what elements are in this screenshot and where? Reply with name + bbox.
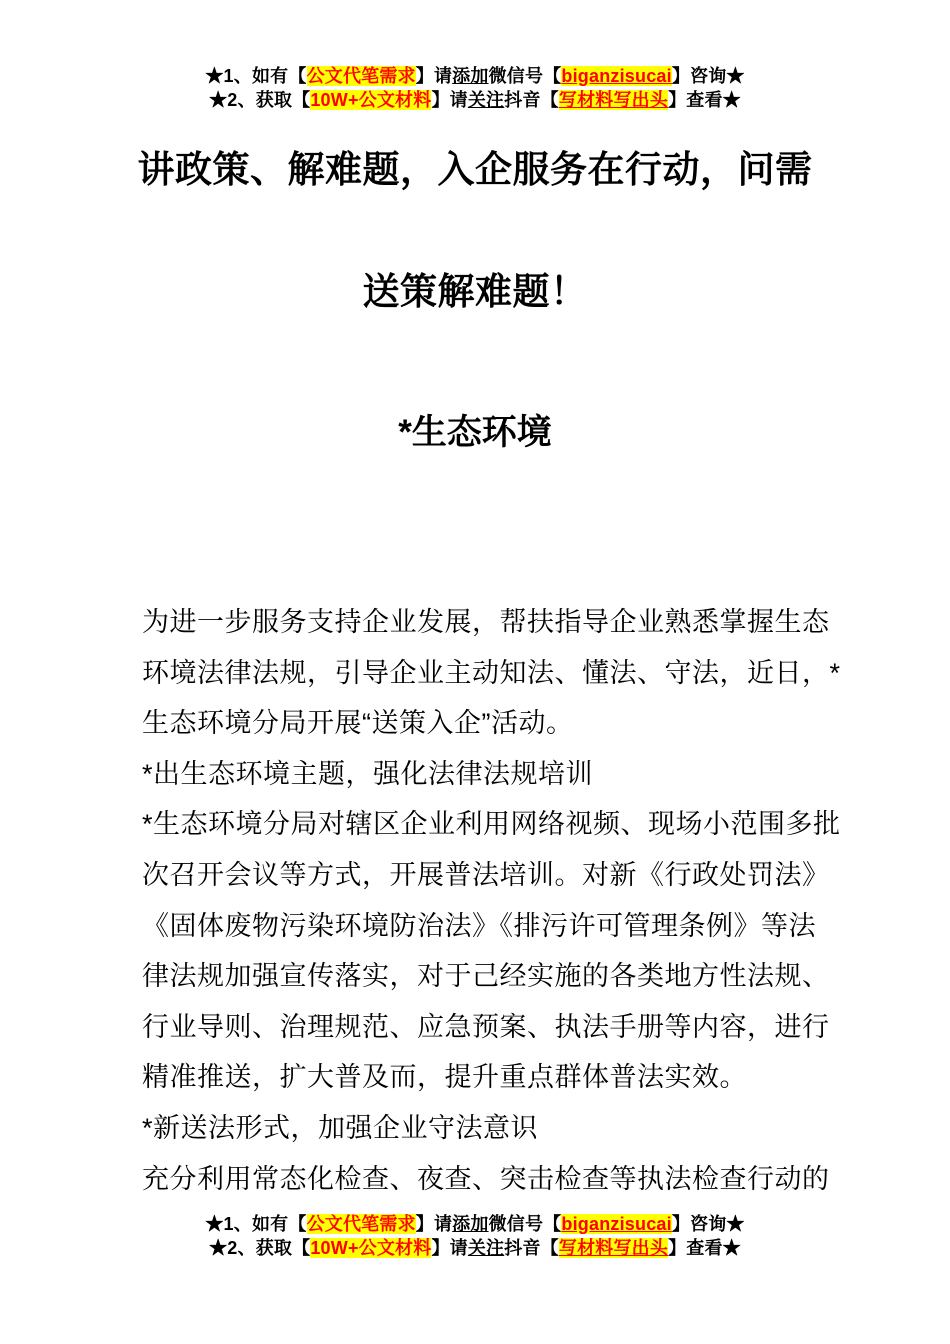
promo-text: 微信号【 xyxy=(488,66,562,86)
body-line: 行业导则、治理规范、应急预案、执法手册等内容，进行 xyxy=(142,1011,830,1042)
page-title-line-1: 讲政策、解难题，入企服务在行动，问需 xyxy=(137,149,813,190)
promo-text: 】咨询★ xyxy=(671,1214,745,1234)
promo-douyin-id: 写材料写出头 xyxy=(558,90,669,110)
body-line: 律法规加强宣传落实，对于己经实施的各类地方性法规、 xyxy=(142,961,830,992)
body-line: 充分利用常态化检查、夜查、突击检查等执法检查行动的 xyxy=(142,1163,830,1194)
promo-text: 】请 xyxy=(415,66,453,86)
promo-highlight-service: 公文代笔需求 xyxy=(306,66,416,86)
promo-header xyxy=(0,64,950,112)
promo-text: 】咨询★ xyxy=(671,66,745,86)
page-title-line-2: 送策解难题！ xyxy=(362,271,588,312)
body-line: 《固体废物污染环境防治法》《排污许可管理条例》等法 xyxy=(142,910,816,941)
promo-highlight-materials: 10W+公文材料 xyxy=(310,90,432,110)
body-line: 精准推送，扩大普及而，提升重点群体普法实效。 xyxy=(142,1062,747,1093)
body-line: 生态环境分局开展“送策入企”活动。 xyxy=(142,708,574,739)
promo-text: ★2、获取【 xyxy=(209,90,311,110)
promo-text: 】请 xyxy=(431,1238,468,1258)
body-line: *新送法形式，加强企业守法意识 xyxy=(142,1112,539,1143)
body-line: 次召开会议等方式，开展普法培训。对新《行政处罚法》 xyxy=(142,859,830,890)
body-line: *出生态环境主题，强化法律法规培训 xyxy=(142,758,594,789)
promo-underline-follow: 关注 xyxy=(467,90,505,110)
promo-text: 】查看★ xyxy=(668,1238,741,1258)
promo-footer-line-1 xyxy=(0,1212,950,1236)
promo-underline-add: 添加 xyxy=(452,66,489,86)
promo-text: 抖音【 xyxy=(504,1238,559,1258)
body-line: *生态环境分局对辖区企业利用网络视频、现场小范围多批 xyxy=(142,809,841,840)
page-subtitle: *生态环境 xyxy=(398,413,552,452)
promo-text: 】请 xyxy=(415,1214,453,1234)
promo-header-line-1 xyxy=(0,64,950,88)
promo-text: 抖音【 xyxy=(504,90,559,110)
promo-wechat-id: biganzisucai xyxy=(561,1214,672,1234)
body-line: 为进一步服务支持企业发展，帮扶指导企业熟悉掌握生态 xyxy=(142,607,830,637)
promo-footer xyxy=(0,1212,950,1260)
promo-footer-line-2 xyxy=(0,1236,950,1260)
document-body xyxy=(142,597,841,1204)
promo-text: 】查看★ xyxy=(668,90,741,110)
promo-text: ★2、获取【 xyxy=(209,1238,311,1258)
promo-text: ★1、如有【 xyxy=(205,66,307,86)
promo-underline-follow: 关注 xyxy=(467,1238,505,1258)
promo-douyin-id: 写材料写出头 xyxy=(558,1238,669,1258)
body-line: 环境法律法规，引导企业主动知法、懂法、守法，近日，* xyxy=(142,657,841,688)
promo-text: 】请 xyxy=(431,90,468,110)
promo-highlight-materials: 10W+公文材料 xyxy=(310,1238,432,1258)
promo-wechat-id: biganzisucai xyxy=(561,66,672,86)
promo-underline-add: 添加 xyxy=(452,1214,489,1234)
promo-text: 微信号【 xyxy=(488,1214,562,1234)
promo-text: ★1、如有【 xyxy=(205,1214,307,1234)
promo-highlight-service: 公文代笔需求 xyxy=(306,1214,416,1234)
promo-header-line-2 xyxy=(0,88,950,112)
